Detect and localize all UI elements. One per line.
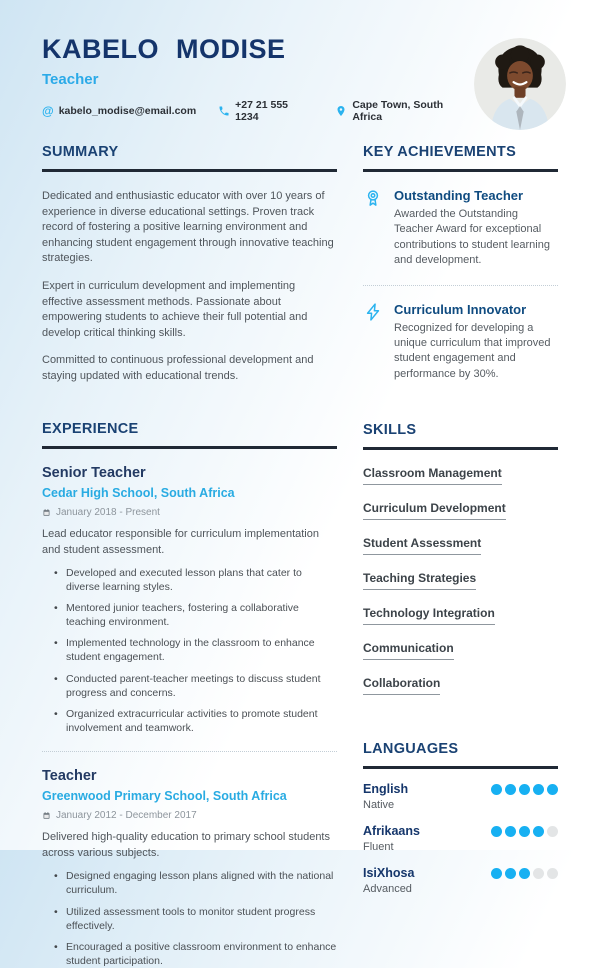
summary-paragraph: Dedicated and enthusiastic educator with over 10 years of experience in diverse educational settings. Proven track record of fostering a positive learning environment and enhancing student engagement through innovative teaching strategies. [42,190,334,265]
summary-heading: SUMMARY [42,144,337,172]
achievement-body [394,188,558,269]
language-labels [363,866,414,895]
achievement-body [394,302,558,383]
summary-paragraph: Committed to continuous professional development and staying updated with educational trends. [42,354,314,383]
content-columns [0,132,600,968]
calendar-icon [42,508,51,517]
skill-item: Classroom Management [363,466,502,485]
bolt-icon [363,302,383,383]
job-entry [42,768,337,968]
skill-item: Communication [363,641,454,660]
contact-phone-text: +27 21 555 1234 [235,99,289,123]
job-bullet: • Organized extracurricular activities to promote student involvement and teamwork. [54,707,337,735]
language-proficiency-dots [491,784,558,795]
contact-row [42,99,474,123]
skills-section [363,422,558,695]
avatar [474,38,566,130]
job-bullets [42,869,337,968]
medal-icon [363,188,383,269]
language-level: Fluent [363,841,394,854]
skill-item: Technology Integration [363,606,495,625]
job-bullet: • Developed and executed lesson plans that cater to diverse learning styles. [54,566,337,594]
job-bullet: • Utilized assessment tools to monitor student progress effectively. [54,905,337,933]
contact-phone [218,99,313,123]
skill-item: Student Assessment [363,536,481,555]
job-dates [42,810,337,821]
summary-paragraph: Expert in curriculum development and implementing effective assessment methods. Passionate about empowering students to achieve their full potential and develop critical thinking skills. [42,280,308,339]
contact-location [335,99,474,123]
language-name: Afrikaans [363,824,420,839]
language-labels [363,782,408,811]
achievement-title: Curriculum Innovator [394,301,527,317]
contact-location-text: Cape Town, South Africa [352,99,444,123]
proficiency-dot [533,826,544,837]
job-dates-text: January 2012 - December 2017 [56,810,197,822]
proficiency-dot [491,826,502,837]
resume-header [0,0,600,132]
job-bullets [42,566,337,736]
language-level: Native [363,799,395,812]
language-labels [363,824,420,853]
contact-email-text: kabelo_modise@email.com [58,105,197,117]
right-column [363,144,558,968]
proficiency-dot [519,784,530,795]
languages-section [363,741,558,895]
language-proficiency-dots [491,868,558,879]
phone-icon [218,105,230,117]
proficiency-dot [547,826,558,837]
left-column [42,144,337,968]
skills-heading: SKILLS [363,422,558,450]
job-description: Lead educator responsible for curriculum implementation and student assessment. [42,527,319,556]
job-bullet: • Mentored junior teachers, fostering a collaborative teaching environment. [54,601,337,629]
job-bullet: • Implemented technology in the classroom to enhance student engagement. [54,636,337,664]
job-dates [42,507,337,518]
achievement-divider [363,285,558,286]
proficiency-dot [491,868,502,879]
language-row [363,782,558,811]
achievement-text: Recognized for developing a unique curriculum that improved student engagement and performance by 30%. [394,321,551,380]
job-description: Delivered high-quality education to primary school students across various subjects. [42,831,330,860]
contact-email [42,104,196,118]
language-row [363,824,558,853]
job-title: Teacher [42,768,97,785]
skills-list [363,450,558,695]
summary-section [42,144,337,385]
job-bullet: • Designed engaging lesson plans aligned with the national curriculum. [54,869,337,897]
proficiency-dot [533,868,544,879]
job-bullet: • Encouraged a positive classroom environment to enhance student participation. [54,940,337,968]
achievement-text: Awarded the Outstanding Teacher Award for exceptional contributions to student learning and development. [394,208,550,267]
achievements-section [363,144,558,382]
page-title: KABELO MODISE [42,34,286,64]
achievements-heading: KEY ACHIEVEMENTS [363,144,558,172]
proficiency-dot [505,784,516,795]
headline-job-title: Teacher [42,71,99,88]
header-text [42,34,474,132]
calendar-icon [42,811,51,820]
language-row [363,866,558,895]
experience-section [42,421,337,968]
email-icon: @ [42,104,54,118]
job-title: Senior Teacher [42,464,146,481]
language-level: Advanced [363,883,412,896]
achievement-item [363,302,558,383]
proficiency-dot [519,826,530,837]
job-dates-text: January 2018 - Present [56,506,160,518]
proficiency-dot [533,784,544,795]
achievement-item [363,188,558,269]
experience-heading: EXPERIENCE [42,421,337,449]
job-company: Cedar High School, South Africa [42,485,235,500]
achievement-title: Outstanding Teacher [394,188,524,203]
proficiency-dot [547,784,558,795]
skill-item: Teaching Strategies [363,571,476,590]
proficiency-dot [505,826,516,837]
language-name: English [363,782,409,797]
avatar-illustration [474,38,566,130]
language-proficiency-dots [491,826,558,837]
skill-item: Collaboration [363,676,440,695]
proficiency-dot [519,868,530,879]
location-icon [335,105,347,117]
job-entry [42,465,337,736]
skill-item: Curriculum Development [363,501,506,520]
job-company: Greenwood Primary School, South Africa [42,789,287,804]
proficiency-dot [547,868,558,879]
proficiency-dot [491,784,502,795]
proficiency-dot [505,868,516,879]
languages-heading: LANGUAGES [363,741,558,769]
language-name: IsiXhosa [363,866,415,881]
job-divider [42,751,337,752]
job-bullet: • Conducted parent-teacher meetings to discuss student progress and concerns. [54,672,337,700]
